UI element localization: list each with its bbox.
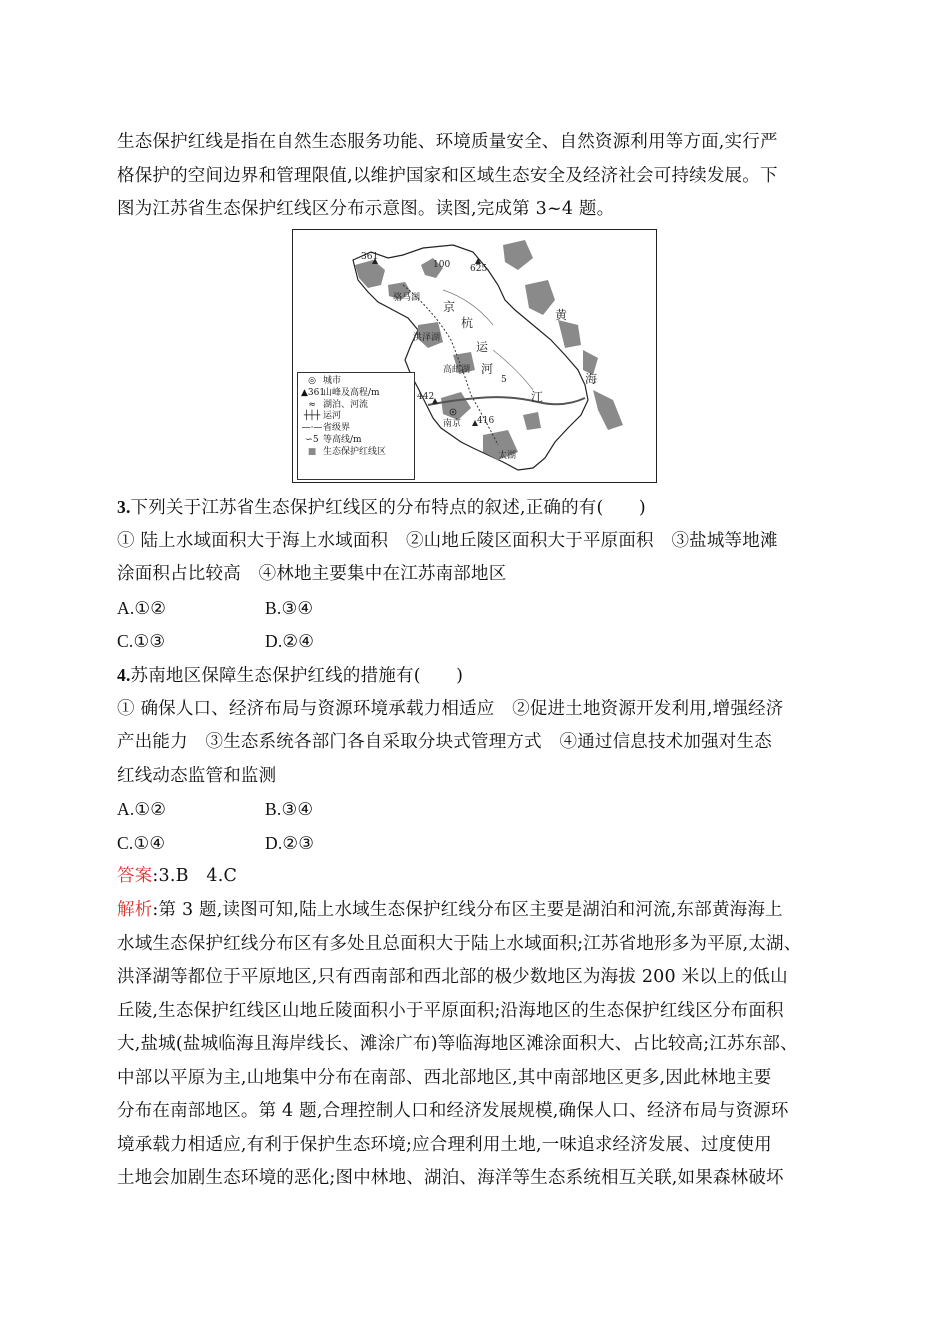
legend-row <box>301 376 411 388</box>
analysis-line: 水域生态保护红线分布区有多处且总面积大于陆上水域面积;江苏省地形多为平原,太湖、 <box>117 933 802 954</box>
legend-row <box>301 400 411 412</box>
option-row <box>117 827 837 861</box>
sea-label: 黄 <box>555 308 568 322</box>
statement-line: 产出能力 ③生态系统各部门各自采取分块式管理方式 ④通过信息技术加强对生态 <box>117 732 772 752</box>
analysis-line <box>117 894 837 928</box>
jiangsu-red-line-map <box>292 229 657 483</box>
option-row <box>117 793 837 827</box>
legend-label: 生态保护红线区 <box>323 446 387 457</box>
option-b[interactable]: B.③④ <box>265 597 314 618</box>
analysis-line: 大,盐城(盐城临海且海岸线长、滩涂广布)等临海地区滩涂面积大、占比较高;江苏东部、 <box>117 1034 798 1054</box>
canal-label: 杭 <box>461 316 474 330</box>
red-zone-coast2 <box>525 280 555 315</box>
question-stem-text: 下列关于江苏省生态保护红线区的分布特点的叙述,正确的有( ) <box>130 498 646 518</box>
analysis-line: 土地会加剧生态环境的恶化;图中林地、湖泊、海洋等生态系统相互关联,如果森林破坏 <box>117 1168 784 1188</box>
question-stem <box>117 491 837 525</box>
intro-line: 格保护的空间边界和管理限值,以维护国家和区域生态安全及经济社会可持续发展。下 <box>117 165 778 186</box>
peak-icon: ▲361 <box>301 387 326 398</box>
red-zone-coast3 <box>558 320 581 348</box>
river-label: 江 <box>531 390 544 404</box>
analysis-line: 丘陵,生态保护红线区山地丘陵面积小于平原面积;沿海地区的生态保护红线区分布面积 <box>117 1000 784 1021</box>
analysis-line: 中部以平原为主,山地集中分布在南部、西北部地区,其中南部地区更多,因此林地主要 <box>117 1067 772 1088</box>
canal-label: 京 <box>443 300 456 314</box>
peak-label: 442 <box>417 392 435 402</box>
legend-row <box>301 411 411 423</box>
legend-row <box>301 435 411 447</box>
legend-row <box>301 447 411 459</box>
canal-icon: ┼┼┼ <box>303 411 321 422</box>
peak-label: 625 <box>470 264 488 274</box>
contour-icon: ∽5 <box>305 434 319 445</box>
city-icon: ◎ <box>308 376 316 386</box>
option-d[interactable]: D.②④ <box>265 631 315 651</box>
answer-block <box>117 860 837 894</box>
legend-row <box>301 388 411 400</box>
option-b[interactable]: B.③④ <box>265 799 314 819</box>
analysis-text: :第 3 题,读图可知,陆上水域生态保护红线分布区主要是湖泊和河流,东部黄海海上 <box>152 900 783 920</box>
statement-line: ① 陆上水域面积大于海上水域面积 ②山地丘陵区面积大于平原面积 ③盐城等地滩 <box>117 530 778 551</box>
legend-label: 山峰及高程/m <box>323 387 380 398</box>
boundary-icon: —·— <box>301 423 323 434</box>
answer-line <box>117 860 837 894</box>
red-zone-coast5 <box>593 390 623 430</box>
legend-label: 城市 <box>323 376 342 386</box>
legend-label: 运河 <box>323 411 342 422</box>
legend-label: 湖泊、河流 <box>323 399 369 410</box>
statement-line: 红线动态监管和监测 <box>117 765 277 786</box>
statement-line: ① 确保人口、经济布局与资源环境承载力相适应 ②促进土地资源开发利用,增强经济 <box>117 698 784 719</box>
analysis-block <box>117 894 837 1196</box>
lake-river-icon: ≈ <box>308 399 316 410</box>
option-c[interactable]: C.①③ <box>117 631 166 651</box>
lake-label: 太湖 <box>498 451 517 461</box>
legend-label: 省级界 <box>323 423 351 434</box>
city-label: 南京 <box>443 419 462 429</box>
option-a[interactable]: A.①② <box>117 799 167 819</box>
analysis-line: 境承载力相适应,有利于保护生态环境;应合理利用土地,一味追求经济发展、过度使用 <box>117 1134 772 1155</box>
option-row <box>117 592 837 626</box>
question-stem <box>117 659 837 693</box>
question-4 <box>117 659 837 860</box>
answer-label: 答案 <box>117 866 153 886</box>
option-d[interactable]: D.②③ <box>265 832 315 853</box>
legend-label: 等高线/m <box>323 434 362 445</box>
lake-label: 洪泽湖 <box>413 333 441 343</box>
sea-label: 海 <box>585 372 598 386</box>
option-c[interactable]: C.①④ <box>117 832 166 853</box>
intro-paragraph <box>117 126 837 227</box>
intro-line: 图为江苏省生态保护红线区分布示意图。读图,完成第 3~4 题。 <box>117 199 615 219</box>
question-number: 4. <box>117 665 131 685</box>
contour-label: 100 <box>433 260 451 270</box>
analysis-line: 洪泽湖等都位于平原地区,只有西南部和西北部的极少数地区为海拔 200 米以上的低山 <box>117 967 788 987</box>
city-marker-center <box>452 411 454 413</box>
lake-label: 高邮湖 <box>443 365 471 375</box>
answer-text: :3.B 4.C <box>152 866 238 886</box>
red-zone-coast1 <box>503 240 533 270</box>
option-a[interactable]: A.①② <box>117 597 167 618</box>
map-legend <box>297 372 415 480</box>
contour-label: 5 <box>501 375 507 385</box>
intro-line: 生态保护红线是指在自然生态服务功能、环境质量安全、自然资源利用等方面,实行严 <box>117 132 778 152</box>
analysis-label: 解析 <box>117 900 153 920</box>
question-3 <box>117 491 837 659</box>
red-zone-icon: ■ <box>307 446 317 457</box>
analysis-line: 分布在南部地区。第 4 题,合理控制人口和经济发展规模,确保人口、经济布局与资源环 <box>117 1101 789 1121</box>
question-number: 3. <box>117 497 131 517</box>
canal-label: 运 <box>476 340 489 354</box>
legend-row <box>301 423 411 435</box>
statement-line: 涂面积占比较高 ④林地主要集中在江苏南部地区 <box>117 564 507 584</box>
canal-label: 河 <box>481 362 494 376</box>
question-stem-text: 苏南地区保障生态保护红线的措施有( ) <box>130 666 464 686</box>
lake-label: 骆马湖 <box>393 293 421 303</box>
peak-label: 361 <box>361 252 379 262</box>
option-row <box>117 625 837 659</box>
peak-label: 416 <box>477 416 495 426</box>
